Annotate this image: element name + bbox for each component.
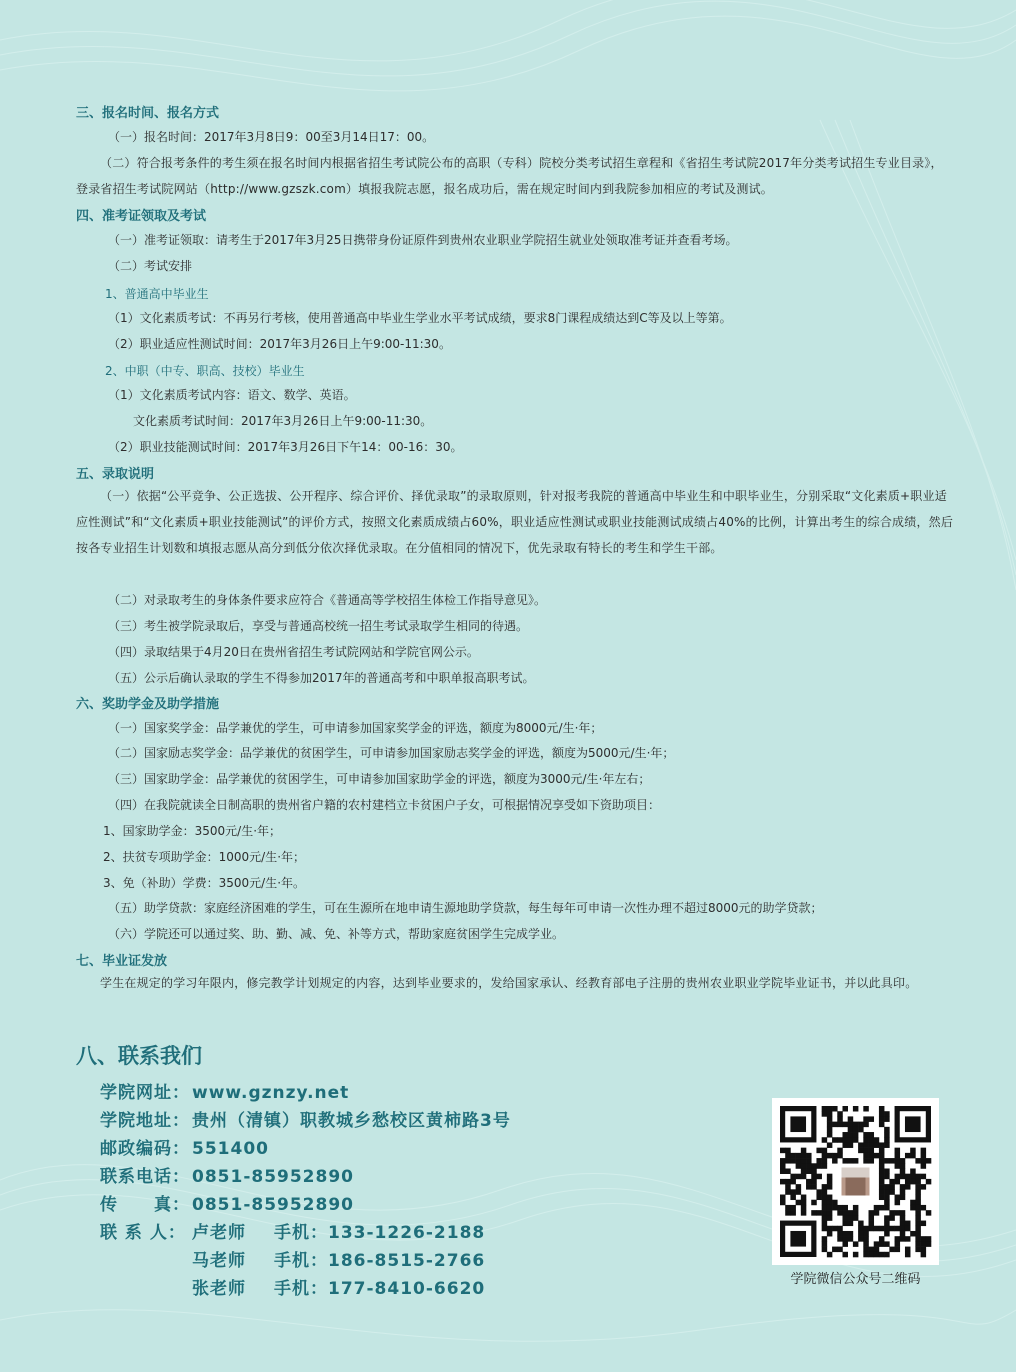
mobile-value: 186-8515-2766 xyxy=(328,1251,486,1271)
mobile-value: 133-1226-2188 xyxy=(328,1223,486,1243)
section-4-heading: 四、准考证领取及考试 xyxy=(76,209,207,224)
section-3-heading: 三、报名时间、报名方式 xyxy=(76,106,220,121)
person-name: 张老师 xyxy=(192,1279,246,1299)
s6-line-6: 2、扶贫专项助学金：1000元/生·年； xyxy=(103,850,306,864)
phone-value: 0851-85952890 xyxy=(192,1167,354,1187)
s7-paragraph-1: 学生在规定的学习年限内，修完教学计划规定的内容，达到毕业要求的，发给国家承认、经教育部电子注册的贵州农业职业学院毕业证书，并以此具印。 xyxy=(100,976,918,990)
s4-line-7: （2）职业技能测试时间：2017年3月26日下午14：00-16：30。 xyxy=(108,440,463,454)
section-5-heading: 五、录取说明 xyxy=(76,467,155,482)
section-7-heading: 七、毕业证发放 xyxy=(76,954,168,969)
contact-zip-row xyxy=(100,1134,269,1159)
s4-subheading-1: 1、普通高中毕业生 xyxy=(105,287,209,301)
s5-line-4: （四）录取结果于4月20日在贵州省招生考试院网站和学院官网公示。 xyxy=(108,645,479,659)
fax-label: 传 真： xyxy=(100,1195,190,1215)
s4-subheading-2: 2、中职（中专、职高、技校）毕业生 xyxy=(105,364,305,378)
contact-website-row xyxy=(100,1078,349,1103)
s4-line-6: 文化素质考试时间：2017年3月26日上午9:00-11:30。 xyxy=(133,414,433,428)
qr-caption: 学院微信公众号二维码 xyxy=(790,1272,921,1287)
s6-line-7: 3、免（补助）学费：3500元/生·年。 xyxy=(103,876,306,890)
s5-paragraph-1: （一）依据“公平竞争、公正选拔、公开程序、综合评价、择优录取”的录取原则，针对报考我院的普通高中毕业生和中职毕业生，分别采取“文化素质+职业适应性测试”和“文化素质+职业技能测试”的评价方式，按照文化素质成绩占60%，职业适应性测试或职业技能测试成绩占40%的比例，计算出考生的综合成绩，然后按各专业招生计划数和填报志愿从高分到低分依次择优录取。在分值相同的情况下，优先录取有特长的考生和学生干部。 xyxy=(76,489,954,555)
fax-value: 0851-85952890 xyxy=(192,1195,354,1215)
contact-phone-row xyxy=(100,1162,354,1187)
s5-line-5: （五）公示后确认录取的学生不得参加2017年的普通高考和中职单报高职考试。 xyxy=(108,671,535,685)
s6-line-9: （六）学院还可以通过奖、助、勤、减、免、补等方式，帮助家庭贫困学生完成学业。 xyxy=(108,927,565,941)
s6-line-3: （三）国家助学金：品学兼优的贫困学生，可申请参加国家助学金的评选，额度为3000元/生·年左右； xyxy=(108,772,651,786)
s4-line-1: （一）准考证领取：请考生于2017年3月25日携带身份证原件到贵州农业职业学院招生就业处领取准考证并查看考场。 xyxy=(108,233,738,247)
phone-label: 联系电话： xyxy=(100,1167,190,1187)
s6-line-8: （五）助学贷款：家庭经济困难的学生，可在生源所在地申请生源地助学贷款，每生每年可申请一次性办理不超过8000元的助学贷款； xyxy=(108,901,823,915)
contact-address-row xyxy=(100,1106,511,1131)
mobile-label: 手机： xyxy=(274,1223,328,1243)
s4-line-3: （1）文化素质考试：不再另行考核，使用普通高中毕业生学业水平考试成绩，要求8门课程成绩达到C等及以上等第。 xyxy=(108,311,732,325)
s4-line-5: （1）文化素质考试内容：语文、数学、英语。 xyxy=(108,388,356,402)
qr-code-pattern xyxy=(772,1098,939,1265)
contact-person-row-3 xyxy=(100,1274,485,1299)
zip-value: 551400 xyxy=(192,1139,269,1159)
contact-title: 八、联系我们 xyxy=(76,1044,202,1068)
person-name: 马老师 xyxy=(192,1251,246,1271)
mobile-label: 手机： xyxy=(274,1279,328,1299)
person-name: 卢老师 xyxy=(192,1223,246,1243)
s6-line-1: （一）国家奖学金：品学兼优的学生，可申请参加国家奖学金的评选，额度为8000元/生·年； xyxy=(108,721,603,735)
contact-person-row-2 xyxy=(100,1246,485,1271)
s4-line-2: （二）考试安排 xyxy=(108,259,193,273)
s5-line-2: （二）对录取考生的身体条件要求应符合《普通高等学校招生体检工作指导意见》。 xyxy=(108,593,547,607)
address-label: 学院地址： xyxy=(100,1111,190,1131)
s4-line-4: （2）职业适应性测试时间：2017年3月26日上午9:00-11:30。 xyxy=(108,337,451,351)
address-value: 贵州（清镇）职教城乡愁校区黄柿路3号 xyxy=(192,1111,511,1131)
s6-line-2: （二）国家励志奖学金：品学兼优的贫困学生，可申请参加国家励志奖学金的评选，额度为5000元/生·年； xyxy=(108,746,675,760)
contact-fax-row xyxy=(100,1190,354,1215)
wechat-qr-code xyxy=(772,1098,939,1265)
zip-label: 邮政编码： xyxy=(100,1139,190,1159)
s3-line-1: （一）报名时间：2017年3月8日9：00至3月14日17：00。 xyxy=(108,130,435,144)
s6-line-5: 1、国家助学金：3500元/生·年； xyxy=(103,824,282,838)
s5-line-3: （三）考生被学院录取后，享受与普通高校统一招生考试录取学生相同的待遇。 xyxy=(108,619,529,633)
section-6-heading: 六、奖助学金及助学措施 xyxy=(76,697,220,712)
s6-line-4: （四）在我院就读全日制高职的贵州省户籍的农村建档立卡贫困户子女，可根据情况享受如下资助项目： xyxy=(108,798,661,812)
mobile-value: 177-8410-6620 xyxy=(328,1279,486,1299)
website-label: 学院网址： xyxy=(100,1083,190,1103)
contact-person-row-1 xyxy=(100,1218,485,1243)
s3-paragraph-2: （二）符合报考条件的考生须在报名时间内根据省招生考试院公布的高职（专科）院校分类考试招生章程和《省招生考试院2017年分类考试招生专业目录》，登录省招生考试院网站（http://www.gzszk.com）填报我院志愿，报名成功后，需在规定时间内到我院参加相应的考试及测试。 xyxy=(76,156,943,196)
website-link[interactable]: www.gznzy.net xyxy=(192,1083,350,1103)
mobile-label: 手机： xyxy=(274,1251,328,1271)
person-label: 联 系 人： xyxy=(100,1223,186,1243)
